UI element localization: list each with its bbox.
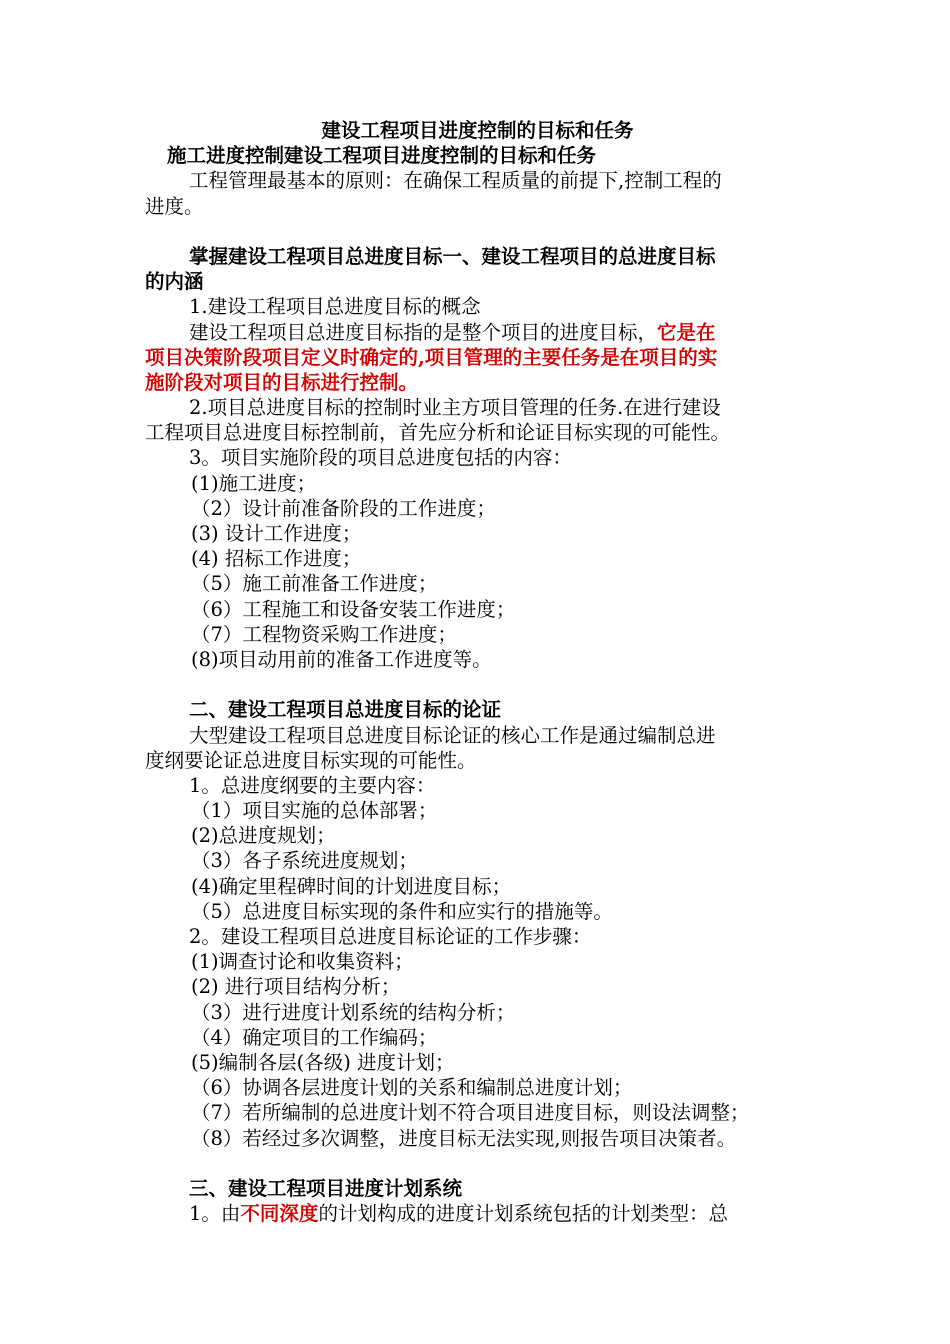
list-item: (8)项目动用前的准备工作进度等。 xyxy=(191,647,492,671)
paragraph: 2.项目总进度目标的控制时业主方项目管理的任务.在进行建设 xyxy=(189,396,721,420)
list-item: (1)施工进度； xyxy=(191,471,317,495)
list-item: （5）施工前准备工作进度； xyxy=(191,572,438,596)
paragraph-text: 的计划构成的进度计划系统包括的计划类型：总 xyxy=(318,1202,728,1226)
list-item: （7）若所编制的总进度计划不符合项目进度目标，则设法调整； xyxy=(191,1101,750,1125)
section-heading: 二、建设工程项目总进度目标的论证 xyxy=(189,698,502,722)
section-heading: 掌握建设工程项目总进度目标一、建设工程项目的总进度目标 xyxy=(189,244,716,268)
highlight-text: 它是在 xyxy=(657,320,716,344)
list-item: （4）确定项目的工作编码； xyxy=(191,1025,438,1049)
highlight-text: 项目决策阶段项目定义时确定的,项目管理的主要任务是在项目的实 xyxy=(145,345,718,369)
list-item: （3）各子系统进度规划； xyxy=(191,849,418,873)
list-item: （1）项目实施的总体部署； xyxy=(191,799,438,823)
paragraph-text: 1。由 xyxy=(189,1202,241,1226)
list-item: (2) 进行项目结构分析； xyxy=(191,975,401,999)
paragraph xyxy=(145,1201,810,1226)
document-page xyxy=(145,118,810,1226)
paragraph: 1.建设工程项目总进度目标的概念 xyxy=(189,295,481,319)
paragraph: 3。项目实施阶段的项目总进度包括的内容： xyxy=(189,446,572,470)
paragraph: 工程项目总进度目标控制前，首先应分析和论证目标实现的可能性。 xyxy=(145,421,731,445)
paragraph: 2。建设工程项目总进度目标论证的工作步骤： xyxy=(189,925,592,948)
section-heading: 三、建设工程项目进度计划系统 xyxy=(189,1176,463,1200)
intro-line: 进度。 xyxy=(145,194,204,218)
list-item: (2)总进度规划； xyxy=(191,824,336,848)
list-item: （3）进行进度计划系统的结构分析； xyxy=(191,1000,516,1024)
list-item: （8）若经过多次调整，进度目标无法实现,则报告项目决策者。 xyxy=(191,1126,737,1150)
document-subtitle: 施工进度控制建设工程项目进度控制的目标和任务 xyxy=(167,144,597,168)
list-item: (1)调查讨论和收集资料； xyxy=(191,950,414,974)
paragraph: 1。总进度纲要的主要内容： xyxy=(189,773,436,797)
document-title: 建设工程项目进度控制的目标和任务 xyxy=(321,119,634,142)
list-item: （5）总进度目标实现的条件和应实行的措施等。 xyxy=(191,899,613,923)
paragraph: 度纲要论证总进度目标实现的可能性。 xyxy=(145,748,477,772)
highlight-text: 施阶段对项目的目标进行控制。 xyxy=(145,370,419,394)
list-item: （6）工程施工和设备安装工作进度； xyxy=(191,597,516,621)
list-item: (5)编制各层(各级) 进度计划； xyxy=(191,1050,455,1074)
list-item: （7）工程物资采购工作进度； xyxy=(191,622,457,646)
paragraph-text: 建设工程项目总进度目标指的是整个项目的进度目标， xyxy=(189,320,658,344)
list-item: （6）协调各层进度计划的关系和编制总进度计划； xyxy=(191,1076,633,1100)
list-item: （2）设计前准备阶段的工作进度； xyxy=(191,496,496,520)
section-heading: 的内涵 xyxy=(145,270,204,294)
list-item: (3) 设计工作进度； xyxy=(191,522,362,545)
paragraph xyxy=(145,320,810,345)
paragraph: 大型建设工程项目总进度目标论证的核心工作是通过编制总进 xyxy=(189,723,716,747)
intro-line: 工程管理最基本的原则：在确保工程质量的前提下,控制工程的 xyxy=(189,169,722,193)
list-item: (4)确定里程碑时间的计划进度目标； xyxy=(191,874,512,898)
highlight-text: 不同深度 xyxy=(240,1202,319,1226)
list-item: (4) 招标工作进度； xyxy=(191,547,362,571)
